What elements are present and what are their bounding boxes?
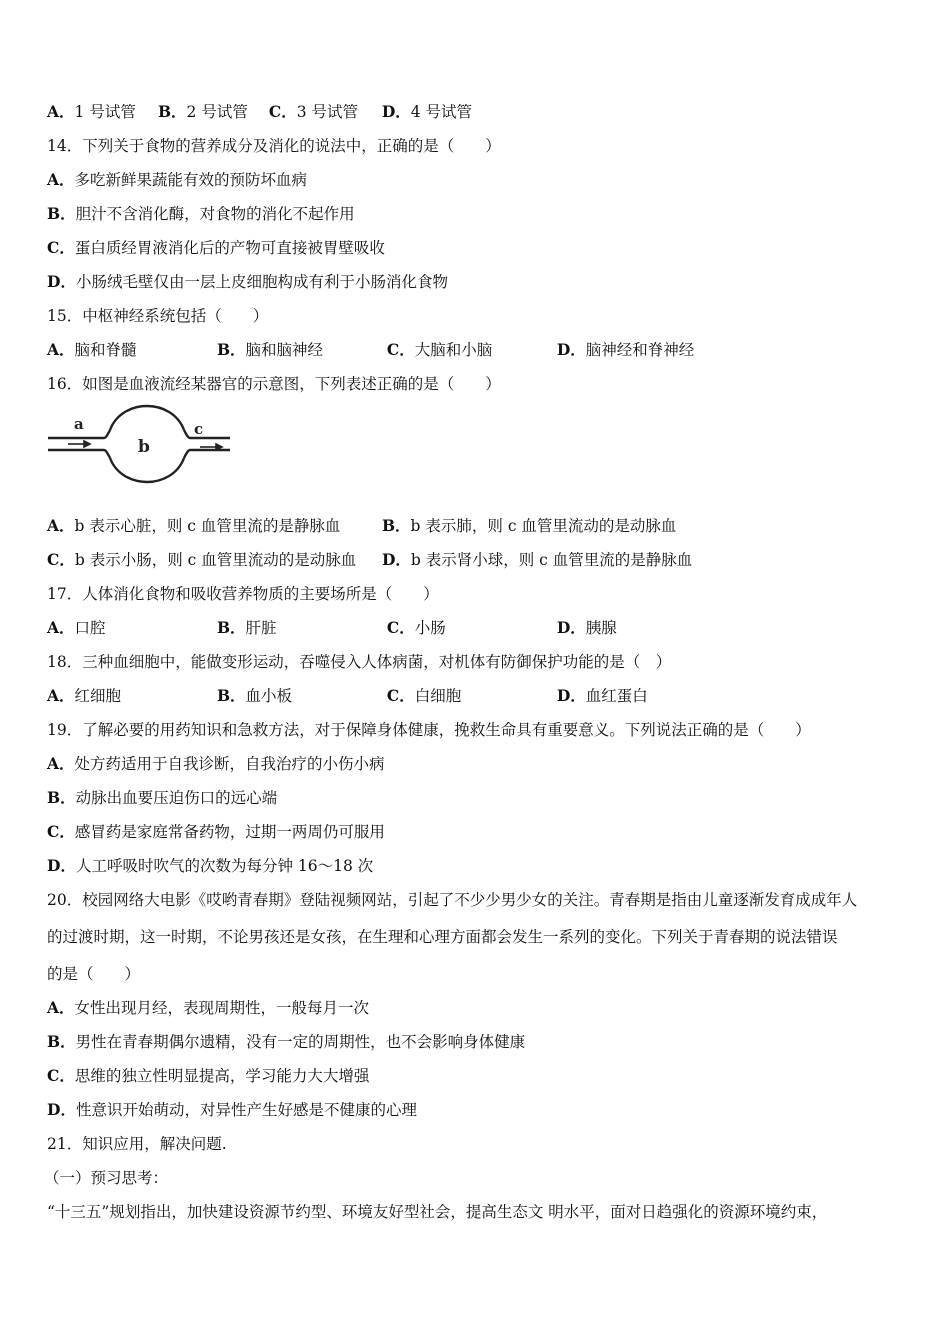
option-letter: C． <box>47 550 75 569</box>
option-letter: D． <box>47 856 76 875</box>
q20-option-b: B．男性在青春期偶尔遗精，没有一定的周期性，也不会影响身体健康 <box>47 1032 526 1051</box>
q16-option-b: B．b 表示肺，则 c 血管里流动的是动脉血 <box>381 516 677 535</box>
q14-stem: 14．下列关于食物的营养成分及消化的说法中，正确的是（ ） <box>47 137 501 155</box>
q16-options-row2 <box>47 550 692 570</box>
q21-stem: 21．知识应用，解决问题. <box>47 1135 227 1153</box>
option-letter: C． <box>386 618 415 637</box>
q18-option-b: B．血小板 <box>216 686 293 705</box>
q18-options <box>47 686 648 706</box>
arrow-a-head <box>84 441 90 447</box>
q15-stem: 15．中枢神经系统包括（ ） <box>47 307 269 325</box>
q15-option-c: C．大脑和小脑 <box>386 340 493 359</box>
q17-option-c: C．小肠 <box>386 618 446 637</box>
option-letter: B． <box>47 1032 76 1051</box>
q20-option-c: C．思维的独立性明显提高，学习能力大大增强 <box>47 1066 370 1085</box>
q13-option-c: C．3 号试管 <box>268 102 359 121</box>
option-letter: A． <box>47 754 75 773</box>
q13-option-b: B．2 号试管 <box>157 102 248 121</box>
q15-option-d: D．脑神经和脊神经 <box>556 340 695 359</box>
q16-option-d: D．b 表示肾小球，则 c 血管里流的是静脉血 <box>381 550 693 569</box>
q14-option-c: C．蛋白质经胃液消化后的产物可直接被胃壁吸收 <box>47 238 385 257</box>
q14-option-d: D．小肠绒毛壁仅由一层上皮细胞构成有利于小肠消化食物 <box>47 272 448 291</box>
option-letter: D． <box>381 550 411 569</box>
option-letter: A． <box>47 102 75 121</box>
option-letter: D． <box>556 618 586 637</box>
q14-option-a: A．多吃新鲜果蔬能有效的预防坏血病 <box>47 170 308 189</box>
option-letter: C． <box>386 686 415 705</box>
option-letter: A． <box>47 516 75 535</box>
label-a: a <box>74 415 84 433</box>
q17-option-a: A．口腔 <box>47 618 106 637</box>
q18-option-c: C．白细胞 <box>386 686 462 705</box>
option-letter: B． <box>216 618 246 637</box>
q18-option-d: D．血红蛋白 <box>556 686 648 705</box>
option-letter: A． <box>47 170 75 189</box>
q16-stem: 16．如图是血液流经某器官的示意图，下列表述正确的是（ ） <box>47 375 501 393</box>
option-letter: C． <box>47 238 75 257</box>
label-c: c <box>194 420 204 438</box>
q19-option-a: A．处方药适用于自我诊断，自我治疗的小伤小病 <box>47 754 385 773</box>
option-letter: B． <box>216 686 246 705</box>
option-letter: D． <box>381 102 411 121</box>
q19-option-d: D．人工呼吸时吹气的次数为每分钟 16～18 次 <box>47 856 374 875</box>
q16-option-a: A．b 表示心脏，则 c 血管里流的是静脉血 <box>47 516 341 535</box>
q21-subheading: （一）预习思考： <box>44 1169 169 1187</box>
q17-option-d: D．胰腺 <box>556 618 617 637</box>
q13-option-a: A．1 号试管 <box>47 102 136 121</box>
q21-text: “十三五”规划指出，加快建设资源节约型、环境友好型社会，提高生态文 明水平，面对日趋强化的资源环境约束， <box>47 1203 828 1221</box>
option-letter: D． <box>47 1100 76 1119</box>
vessel-a-bottom-wall <box>48 450 110 458</box>
option-letter: B． <box>381 516 411 535</box>
q20-stem-line1: 20．校园网络大电影《哎哟青春期》登陆视频网站，引起了不少少男少女的关注。青春期是指由儿童逐渐发育成成年人 <box>47 891 858 909</box>
vessel-c-top-wall <box>184 430 230 438</box>
organ-bottom-wall <box>110 458 184 482</box>
q18-stem: 18．三种血细胞中，能做变形运动，吞噬侵入人体病菌，对机体有防御保护功能的是（ ） <box>47 653 672 671</box>
q19-stem: 19．了解必要的用药知识和急救方法，对于保障身体健康，挽救生命具有重要意义。下列说法正确的是（ ） <box>47 721 811 739</box>
organ-top-wall <box>110 406 184 430</box>
q15-option-b: B．脑和脑神经 <box>216 340 324 359</box>
q15-option-a: A．脑和脊髓 <box>47 340 137 359</box>
q15-options <box>47 340 694 360</box>
q17-stem: 17．人体消化食物和吸收营养物质的主要场所是（ ） <box>47 585 439 603</box>
option-letter: A． <box>47 998 75 1017</box>
q19-option-b: B．动脉出血要压迫伤口的远心端 <box>47 788 278 807</box>
label-b: b <box>138 437 150 457</box>
q20-stem-line2: 的过渡时期，这一时期，不论男孩还是女孩，在生理和心理方面都会发生一系列的变化。下列关于青春期的说法错误 <box>47 928 838 946</box>
q19-option-c: C．感冒药是家庭常备药物，过期一两周仍可服用 <box>47 822 385 841</box>
q16-options-row1 <box>47 516 676 536</box>
option-letter: A． <box>47 340 75 359</box>
q13-option-d: D．4 号试管 <box>381 102 473 121</box>
q18-option-a: A．红细胞 <box>47 686 122 705</box>
option-letter: D． <box>556 340 586 359</box>
option-letter: B． <box>47 788 76 807</box>
option-letter: A． <box>47 618 75 637</box>
vessel-c-bottom-wall <box>184 450 230 458</box>
q14-option-b: B．胆汁不含消化酶，对食物的消化不起作用 <box>47 204 355 223</box>
q17-option-b: B．肝脏 <box>216 618 277 637</box>
q20-stem-line3: 的是（ ） <box>47 965 141 983</box>
blood-flow-diagram <box>44 398 244 488</box>
option-letter: C． <box>386 340 415 359</box>
option-letter: C． <box>268 102 297 121</box>
option-letter: C． <box>47 822 75 841</box>
q17-options <box>47 618 617 638</box>
option-letter: B． <box>216 340 246 359</box>
q13-options <box>47 102 472 122</box>
option-letter: D． <box>556 686 586 705</box>
q20-option-a: A．女性出现月经，表现周期性，一般每月一次 <box>47 998 370 1017</box>
q20-option-d: D．性意识开始萌动，对异性产生好感是不健康的心理 <box>47 1100 417 1119</box>
option-letter: C． <box>47 1066 75 1085</box>
option-letter: D． <box>47 272 76 291</box>
option-letter: B． <box>157 102 187 121</box>
q16-option-c: C．b 表示小肠，则 c 血管里流动的是动脉血 <box>47 550 357 569</box>
option-letter: A． <box>47 686 75 705</box>
option-letter: B． <box>47 204 76 223</box>
